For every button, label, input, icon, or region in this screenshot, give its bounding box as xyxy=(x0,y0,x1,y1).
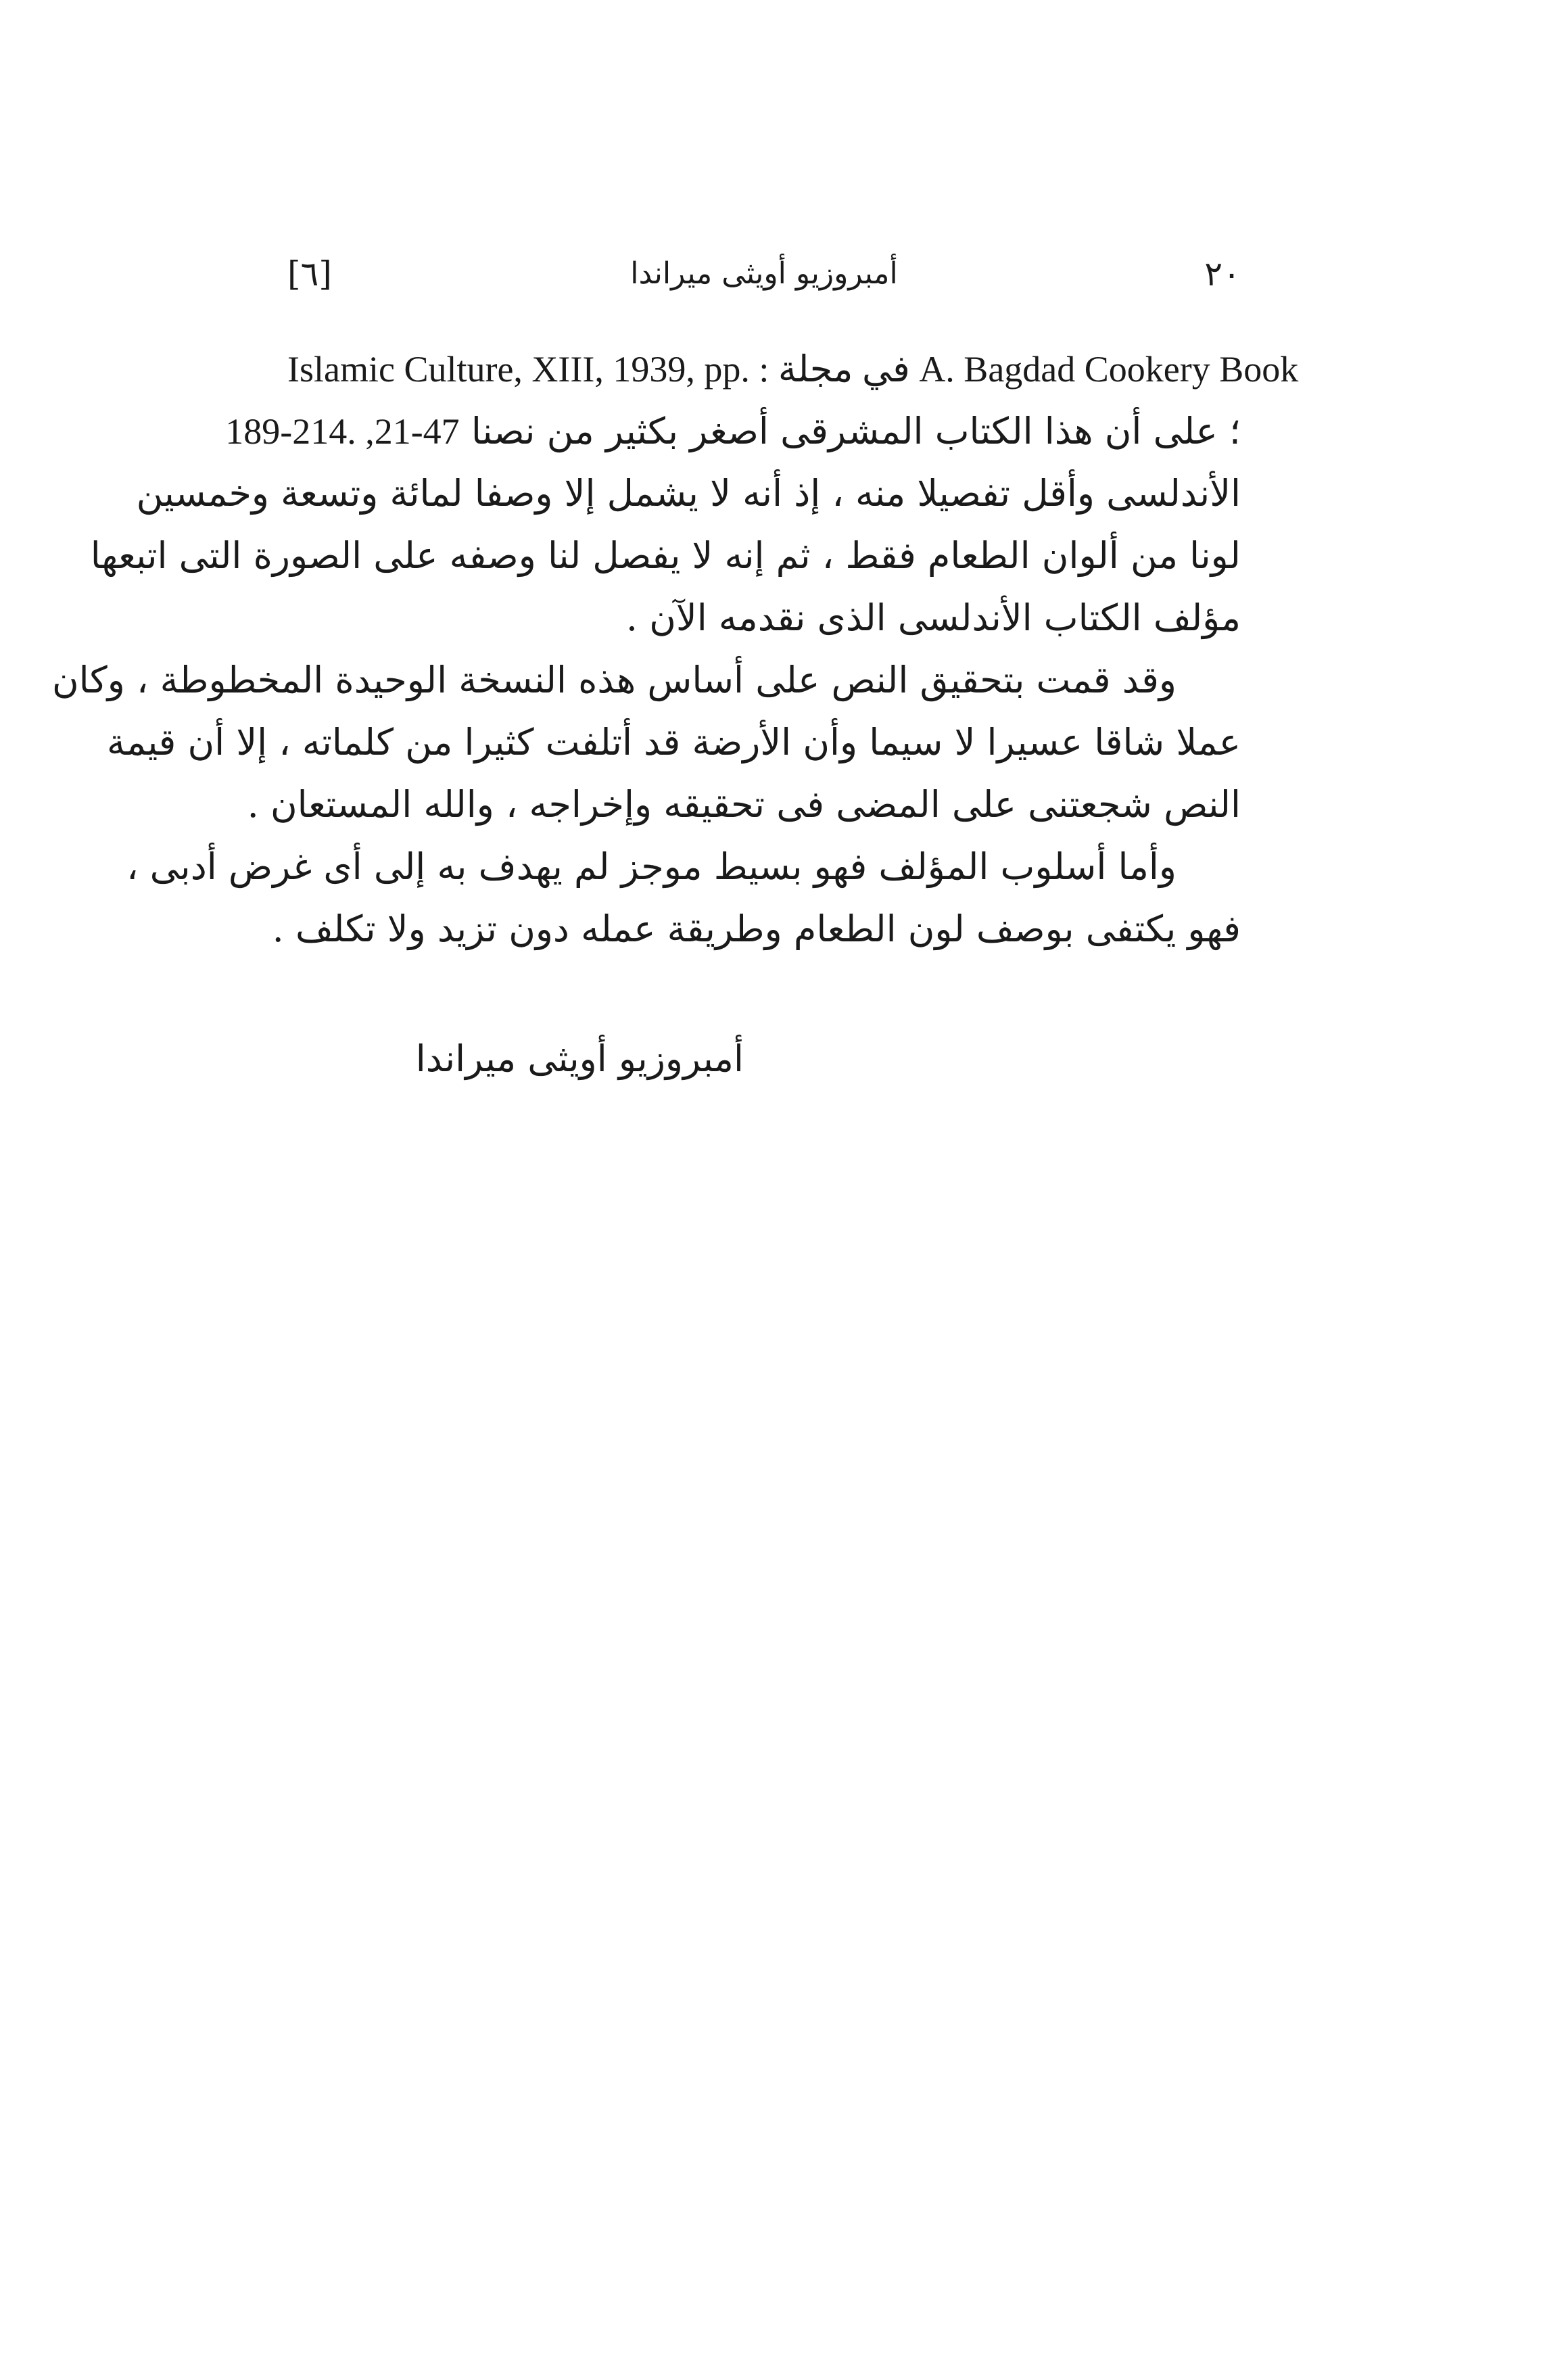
page-number: ٢٠ xyxy=(1204,254,1241,293)
text-line-6: وقد قمت بتحقيق النص على أساس هذه النسخة الوحيدة المخطوطة ، وكان xyxy=(51,659,1177,701)
text-line-2-arabic: ؛ على أن هذا الكتاب المشرقى أصغر بكثير من نصنا xyxy=(471,410,1241,452)
text-line-5: مؤلف الكتاب الأندلسى الذى نقدمه الآن . xyxy=(625,596,1241,639)
body-text xyxy=(51,338,1299,960)
running-title: أمبروزيو أويثى ميراندا xyxy=(630,256,898,291)
text-line-2-pages: 189-214. ,21-47 xyxy=(225,411,460,452)
text-line-9: وأما أسلوب المؤلف فهو بسيط موجز لم يهدف به إلى أى غرض أدبى ، xyxy=(126,845,1177,888)
author-signature: أمبروزيو أويثى ميراندا xyxy=(415,1037,744,1080)
text-line-1: Islamic Culture, XIII, 1939, pp. : في مجلة A. Bagdad Cookery Book xyxy=(287,349,1299,390)
text-line-8: النص شجعتنى على المضى فى تحقيقه وإخراجه ، والله المستعان . xyxy=(247,783,1241,826)
text-line-7: عملا شاقا عسيرا لا سيما وأن الأرضة قد أتلفت كثيرا من كلماته ، إلا أن قيمة xyxy=(107,721,1241,763)
text-line-3: الأندلسى وأقل تفصيلا منه ، إذ أنه لا يشمل إلا وصفا لمائة وتسعة وخمسين xyxy=(136,472,1241,515)
page-header xyxy=(287,247,1241,301)
text-line-2 xyxy=(225,400,1241,463)
text-line-10: فهو يكتفى بوصف لون الطعام وطريقة عمله دون تزيد ولا تكلف . xyxy=(272,908,1241,950)
text-line-4: لونا من ألوان الطعام فقط ، ثم إنه لا يفصل لنا وصفه على الصورة التى اتبعها xyxy=(90,534,1241,577)
chapter-bracket-number: [٦] xyxy=(287,254,332,293)
